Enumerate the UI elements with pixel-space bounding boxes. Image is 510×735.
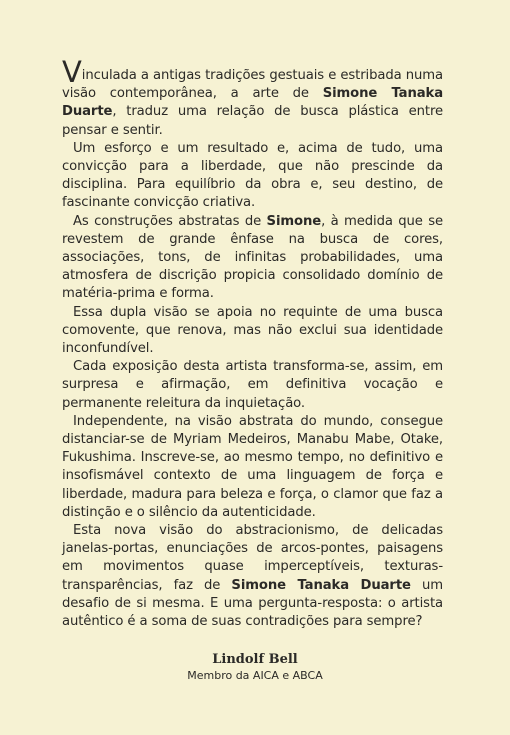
paragraph-5: Cada exposição desta artista transforma-se, assim, em surpresa e afirmação, em definitiva vocação e permanente releitura da inquietação. [62,359,443,411]
paragraph-3-text-b: , à medida que se revestem de grande ênfase na busca de cores, associações, tons, de infinitas probabilidades, uma atmosfera de discrição propicia consolidado domínio de matéria-prima e forma. [62,213,443,302]
drop-cap: V [62,55,82,89]
paragraph-3 [62,213,443,304]
paragraph-7 [62,522,443,631]
artist-name-closing: Simone Tanaka Duarte [231,577,411,593]
paragraph-6: Independente, na visão abstrata do mundo, consegue distanciar-se de Myriam Medeiros, Manabu Mabe, Otake, Fukushima. Inscreve-se, ao mesmo tempo, no definitivo e insofismável contexto de uma linguagem de força e liberdade, madura para beleza e força, o clamor que faz a distinção e o silêncio da autenticidade. [62,413,443,520]
paragraph-7-text-a: Esta nova visão do abstracionismo, de delicadas janelas-portas, enunciações de arcos-pontes, paisagens em movimentos quase imperceptíveis, texturas-transparências, faz de [62,523,443,593]
paragraph-4: Essa dupla visão se apoia no requinte de uma busca comovente, que renova, mas não exclui sua identidade inconfundível. [62,304,443,357]
paragraph-1-text-b: , traduz uma relação de busca plástica entre pensar e sentir. [62,104,443,138]
signature-name: Lindolf Bell [212,652,298,667]
paragraph-3-text-a: As construções abstratas de [73,213,267,229]
essay-body [62,55,443,631]
paragraph-7-text-b: um desafio de si mesma. E uma pergunta-resposta: o artista autêntico é a soma de suas contradições para sempre? [62,577,443,630]
paragraph-2: Um esforço e um resultado e, acima de tudo, uma convicção para a liberdade, que não prescinde da disciplina. Para equilíbrio da obra e, seu destino, de fascinante convicção criativa. [62,140,443,211]
signature-role: Membro da AICA e ABCA [187,669,323,682]
artist-first-name: Simone [266,213,322,229]
paragraph-1 [62,55,443,140]
artist-name: Simone Tanaka Duarte [62,86,443,120]
paragraph-1-text-a: inculada a antigas tradições gestuais e estribada numa visão contemporânea, a arte de [62,68,443,102]
